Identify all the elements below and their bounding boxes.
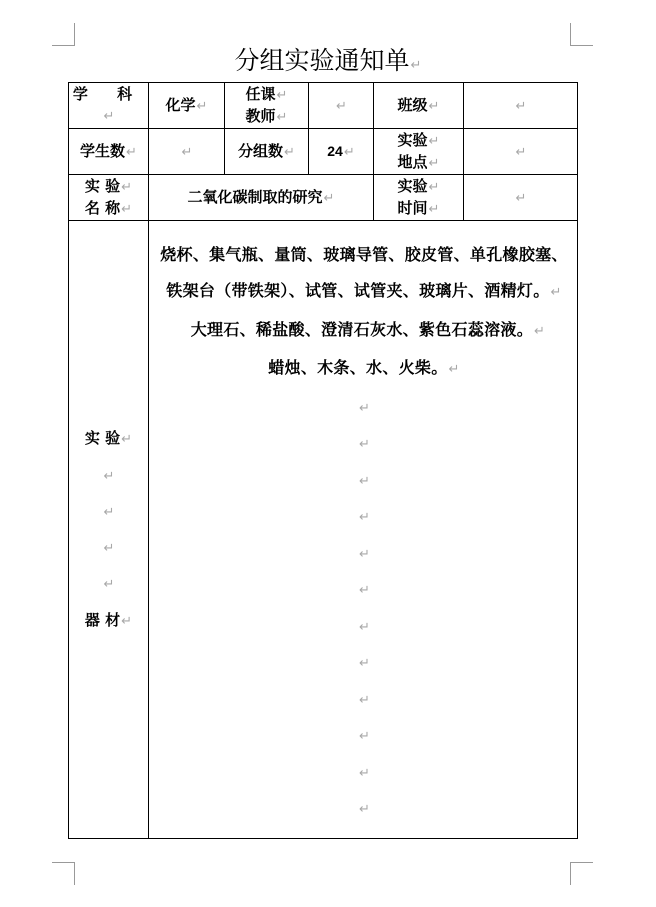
empty-paragraph	[155, 462, 573, 499]
return-mark-icon: ↵	[448, 362, 460, 377]
empty-paragraph	[155, 535, 573, 572]
location-value-cell[interactable]	[464, 129, 578, 175]
return-mark-icon: ↵	[410, 58, 422, 73]
return-mark-icon: ↵	[428, 98, 440, 114]
location-label-cell: 实验↵ 地点↵	[374, 129, 464, 175]
return-mark-icon: ↵	[276, 87, 288, 103]
return-mark-icon: ↵	[359, 692, 370, 708]
equipment-paragraph-3: 蜡烛、木条、水、火柴。↵	[268, 358, 460, 377]
experiment-notice-table	[68, 82, 578, 839]
empty-paragraph	[69, 465, 148, 485]
empty-paragraph	[155, 790, 573, 827]
return-mark-icon: ↵	[428, 133, 440, 149]
empty-paragraph	[155, 608, 573, 645]
empty-paragraph	[69, 537, 148, 557]
return-mark-icon: ↵	[103, 469, 115, 484]
return-mark-icon: ↵	[359, 729, 370, 744]
empty-paragraph	[69, 501, 148, 521]
class-label-cell: 班级↵	[374, 83, 464, 129]
title-text: 分组实验通知单	[234, 46, 410, 75]
return-mark-icon: ↵	[515, 98, 527, 114]
return-mark-icon: ↵	[359, 656, 370, 671]
table-row	[69, 129, 578, 175]
return-mark-icon: ↵	[515, 190, 527, 206]
return-mark-icon: ↵	[181, 144, 193, 160]
return-mark-icon: ↵	[359, 765, 370, 781]
empty-paragraph	[155, 754, 573, 791]
return-mark-icon: ↵	[103, 109, 115, 124]
return-mark-icon: ↵	[515, 144, 527, 160]
teacher-value-cell[interactable]	[309, 83, 374, 129]
return-mark-icon: ↵	[428, 155, 440, 171]
return-mark-icon: ↵	[196, 98, 208, 114]
return-mark-icon: ↵	[276, 109, 288, 125]
return-mark-icon: ↵	[336, 98, 347, 114]
time-value-cell[interactable]	[464, 175, 578, 221]
empty-paragraph	[155, 681, 573, 718]
exp-name-label-cell: 实 验↵ 名 称↵	[69, 175, 149, 221]
students-label-cell: 学生数↵	[69, 129, 149, 175]
teacher-label-cell: 任课↵ 教师↵	[225, 83, 309, 129]
time-label-cell: 实验↵ 时间↵	[374, 175, 464, 221]
subject-value-cell[interactable]: 化学↵	[149, 83, 225, 129]
return-mark-icon: ↵	[428, 179, 440, 195]
table-row	[69, 175, 578, 221]
exp-name-value-cell[interactable]: 二氧化碳制取的研究↵	[149, 175, 374, 221]
document-title	[0, 44, 656, 83]
equipment-paragraph-2: 大理石、稀盐酸、澄清石灰水、紫色石蕊溶液。↵	[190, 319, 546, 339]
return-mark-icon: ↵	[359, 437, 370, 452]
crop-mark-bottom-right	[570, 862, 593, 885]
return-mark-icon: ↵	[534, 323, 546, 339]
return-mark-icon: ↵	[550, 285, 562, 300]
return-mark-icon: ↵	[121, 179, 133, 195]
empty-paragraph	[155, 498, 573, 535]
return-mark-icon: ↵	[359, 510, 370, 525]
return-mark-icon: ↵	[359, 546, 370, 562]
equipment-label-bottom: 器 材↵	[84, 611, 133, 629]
class-value-cell[interactable]	[464, 83, 578, 129]
crop-mark-top-right	[570, 23, 593, 46]
students-value-cell[interactable]	[149, 129, 225, 175]
crop-mark-bottom-left	[52, 862, 75, 885]
table-row	[69, 83, 578, 129]
return-mark-icon: ↵	[323, 190, 335, 206]
equipment-content-cell[interactable]	[149, 221, 578, 839]
subject-label-cell: 学 科↵	[69, 83, 149, 129]
equipment-label-top: 实 验↵	[84, 429, 133, 447]
return-mark-icon: ↵	[428, 201, 440, 217]
groups-value-cell[interactable]: 24↵	[309, 129, 374, 175]
table-row	[69, 221, 578, 839]
crop-mark-top-left	[52, 23, 75, 46]
empty-paragraph	[155, 717, 573, 754]
empty-paragraph	[155, 571, 573, 608]
return-mark-icon: ↵	[103, 577, 115, 592]
equipment-label-cell	[69, 221, 149, 839]
return-mark-icon: ↵	[284, 144, 295, 160]
empty-paragraph	[155, 425, 573, 462]
return-mark-icon: ↵	[359, 400, 370, 416]
return-mark-icon: ↵	[121, 432, 133, 447]
return-mark-icon: ↵	[121, 201, 133, 217]
empty-paragraph	[155, 644, 573, 681]
return-mark-icon: ↵	[126, 144, 137, 160]
empty-paragraph	[155, 389, 573, 426]
return-mark-icon: ↵	[359, 619, 370, 635]
equipment-paragraph-1: 烧杯、集气瓶、量筒、玻璃导管、胶皮管、单孔橡胶塞、铁架台（带铁架）、试管、试管夹、玻璃片、酒精灯。↵	[160, 244, 568, 300]
return-mark-icon: ↵	[359, 473, 370, 489]
empty-paragraph	[69, 573, 148, 593]
return-mark-icon: ↵	[359, 583, 370, 598]
groups-label-cell: 分组数↵	[225, 129, 309, 175]
return-mark-icon: ↵	[103, 505, 115, 520]
return-mark-icon: ↵	[103, 541, 115, 556]
return-mark-icon: ↵	[359, 802, 370, 817]
return-mark-icon: ↵	[343, 144, 355, 160]
return-mark-icon: ↵	[121, 614, 133, 629]
